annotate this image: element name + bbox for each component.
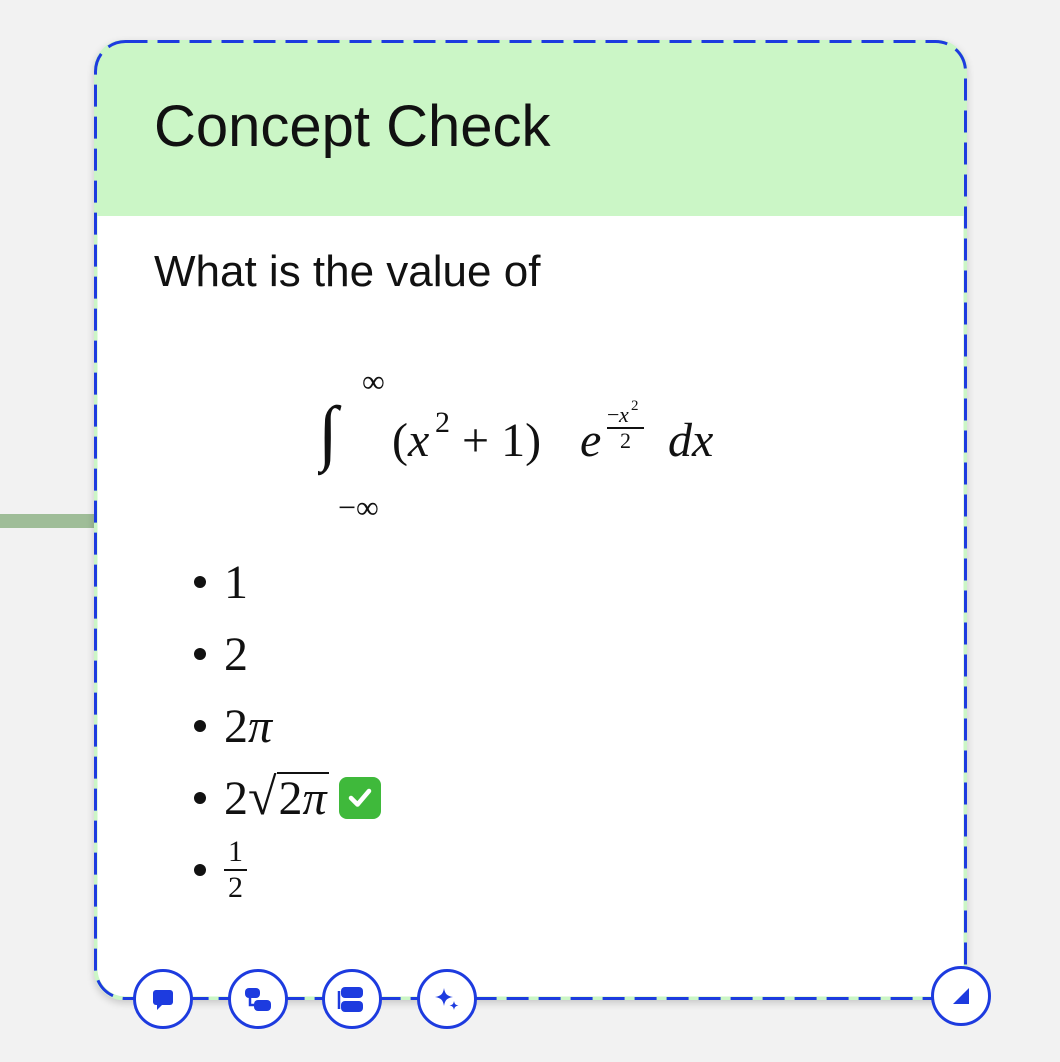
answer-choices [194, 546, 381, 906]
upper-limit: ∞ [362, 363, 385, 399]
correct-check-icon [339, 777, 381, 819]
list-item [194, 834, 381, 906]
exp-base: e [580, 414, 602, 467]
radicand-coef: 2 [278, 771, 303, 825]
bullet-icon [194, 648, 206, 660]
bullet-icon [194, 720, 206, 732]
exp-num-exp: 2 [631, 398, 639, 414]
question-text: What is the value of [154, 247, 541, 296]
base-var: x [408, 414, 430, 467]
ai-sparkle-icon [432, 984, 462, 1014]
choice-value: 2 [224, 627, 248, 681]
base-open: ( [392, 414, 408, 467]
choice-coef: 2 [224, 699, 248, 753]
connector-edge[interactable] [0, 514, 96, 528]
choice-value [224, 699, 272, 754]
concept-check-card[interactable] [94, 40, 967, 1000]
fraction-denominator: 2 [228, 871, 243, 904]
resize-corner-icon [947, 982, 975, 1010]
bullet-icon [194, 792, 206, 804]
sqrt-icon: √ [248, 768, 277, 826]
base-exp: 2 [435, 406, 450, 439]
list-item [194, 618, 381, 690]
radicand-symbol: π [302, 771, 327, 825]
exp-den: 2 [620, 428, 631, 453]
list-item [194, 546, 381, 618]
choice-value [224, 768, 381, 826]
card-title: Concept Check [154, 94, 551, 159]
fraction [224, 837, 247, 903]
bullet-icon [194, 864, 206, 876]
exp-num-var: x [619, 402, 629, 427]
group-nodes-button[interactable] [322, 969, 382, 1029]
exp-num-sign: − [607, 402, 620, 427]
connect-nodes-button[interactable] [228, 969, 288, 1029]
list-item [194, 690, 381, 762]
lower-limit: −∞ [338, 489, 379, 524]
fraction-numerator: 1 [224, 837, 247, 871]
connect-nodes-icon [242, 983, 274, 1015]
differential: dx [668, 414, 714, 467]
integral-formula [318, 354, 758, 524]
sqrt-expression [248, 768, 329, 826]
group-nodes-icon [336, 983, 368, 1015]
choice-symbol: π [248, 699, 273, 753]
choice-value [224, 837, 247, 903]
bullet-icon [194, 576, 206, 588]
integral-sign: ∫ [318, 392, 338, 472]
comment-button[interactable] [133, 969, 193, 1029]
choice-value: 1 [224, 555, 248, 609]
resize-handle[interactable] [931, 966, 991, 1026]
choice-coef: 2 [224, 771, 248, 825]
list-item [194, 762, 381, 834]
sqrt-radicand [277, 772, 329, 824]
comment-icon [149, 985, 177, 1013]
card-header [94, 40, 967, 216]
base-close: + 1) [450, 414, 542, 467]
ai-assist-button[interactable] [417, 969, 477, 1029]
